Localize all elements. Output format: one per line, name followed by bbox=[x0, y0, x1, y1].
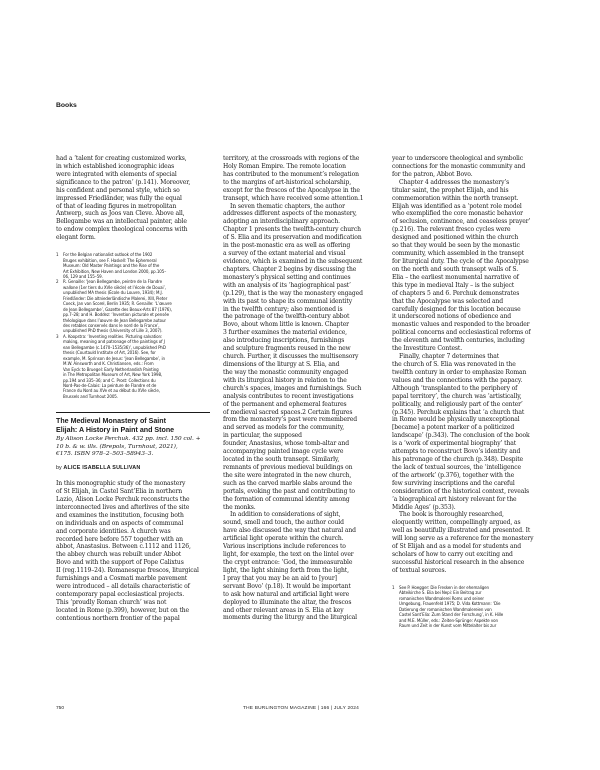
text-line: Chapter 4 addresses the monastery’s bbox=[399, 178, 510, 186]
text-line: in the post-monastic era as well as offering bbox=[223, 242, 351, 250]
footnote-number: 1 bbox=[392, 584, 395, 590]
text-line: his confident and personal style, which so bbox=[56, 186, 180, 194]
text-line: deployed to illuminate the altar, the frescos bbox=[223, 598, 352, 606]
text-line: connections for the monastic community and bbox=[392, 162, 526, 170]
text-line: of chapters 5 and 6. Perchuk demonstrates bbox=[392, 289, 520, 297]
line: €175. ISBN 978–2–503–58943–3. bbox=[56, 450, 154, 458]
text-line: Holy Roman Empire. The remote location bbox=[223, 162, 346, 170]
text-line: adopting an interdisciplinary approach. bbox=[223, 218, 340, 226]
footnote-text: For the Belgian nationalist outlook of the 1902 bbox=[63, 252, 153, 258]
running-footer: THE BURLINGTON MAGAZINE | 166 | JULY 2024 bbox=[243, 706, 359, 711]
text-line: and corporate identities. A church was bbox=[56, 527, 171, 535]
text-line: has contributed to the monument’s relegation bbox=[223, 170, 359, 178]
text-line: will long serve as a reference for the monastery bbox=[392, 535, 534, 543]
text-line: territory, at the crossroads with regions of the bbox=[223, 155, 360, 162]
text-line: to the margins of art-historical scholarship, bbox=[223, 178, 351, 186]
text-line: the patronage of the twelfth-century abbot bbox=[223, 313, 350, 321]
text-line: monastic values and responded to the broader bbox=[392, 321, 530, 329]
footnote-text: pp.194 and 335–36; and C. Prost: Collections du bbox=[63, 377, 156, 383]
text-line: and examines the institution, focusing both bbox=[56, 511, 184, 519]
text-line: sound, smell and touch, the author could bbox=[223, 519, 344, 527]
text-line: in particular, the supposed bbox=[223, 432, 302, 440]
text-line: In addition to considerations of sight, bbox=[230, 511, 341, 519]
text-line: evidence, which is examined in the subsequent bbox=[223, 257, 363, 265]
text-line: contentious northern frontier of the papal bbox=[56, 614, 180, 622]
text-line: located in the south transept. Similarly, bbox=[223, 456, 340, 464]
text-line: located in Rome (p.399), however, but on the bbox=[56, 606, 189, 614]
text-line: of the permanent and ephemeral features bbox=[223, 400, 347, 408]
footnote-text: Umgebung, Frauenfeld 1975; D. Vida Kottmann: ‘Die bbox=[399, 601, 501, 607]
text-line: transept, which have received some attention.1 bbox=[223, 194, 364, 202]
text-line: that the Apocalypse was selected and bbox=[392, 297, 504, 305]
footnote-text: wallone (1er tiers du XVIe siècle) et l’école de Douai’, bbox=[63, 284, 166, 290]
text-line: elegant form. bbox=[56, 234, 96, 242]
text-line: chapters. Chapter 2 begins by discussing the bbox=[223, 265, 357, 273]
text-line: artificial light operate within the church. bbox=[223, 535, 344, 543]
text-line: is a ‘work of experimental biography’ that bbox=[392, 440, 517, 448]
text-line: portals, evoking the past and contributing to bbox=[223, 487, 355, 495]
text-line: I pray that you may be an aid to [your] bbox=[223, 574, 337, 582]
footnote-text: making, meaning and patronage of the paintings of J bbox=[63, 339, 165, 345]
footnote-text: thesis (Courtauld Institute of Art, 2016). See, for bbox=[63, 350, 156, 356]
text-line: Elia – the earliest monumental narrative of bbox=[392, 273, 519, 281]
text-line: In this monographic study of the monastery bbox=[56, 480, 186, 488]
footnote-text: 06, 129 and 155–59. bbox=[63, 273, 103, 279]
text-line: impressed Friedländer, was fully the equal bbox=[56, 194, 182, 202]
text-line: consideration of the historical context, reveals bbox=[392, 487, 529, 495]
text-line: remnants of previous medieval buildings on bbox=[223, 463, 353, 471]
text-line: scholars of how to carry out exciting and bbox=[392, 551, 513, 559]
text-line: the eleventh and twelfth centuries, including bbox=[392, 337, 525, 345]
text-line: the church of S. Elia was renovated in the bbox=[392, 360, 516, 368]
text-line: Middle Ages’ (p.353). bbox=[392, 503, 456, 511]
footnote-text: Friedländer: Die altniederländische Malerei, XIII, Pieter bbox=[63, 295, 168, 301]
text-line: the crypt entrance: ‘God, the immeasurable bbox=[223, 559, 353, 567]
text-line: year to underscore theological and symbolic bbox=[392, 155, 523, 162]
footnote-text: ean Bellegambe (c.1470–1535/36)’, unpublished PhD bbox=[63, 344, 166, 350]
text-line: 3 further examines the material evidence, bbox=[223, 329, 347, 337]
line: The Medieval Monastery of Saint bbox=[56, 417, 166, 426]
text-line: his patronage of the church (p.348). Despite bbox=[392, 456, 524, 464]
text-line: Elijah was identified as a ‘potent role model bbox=[392, 202, 522, 210]
footnote-text: in The Metropolitan Museum of Art, New York 1998, bbox=[63, 372, 163, 378]
text-line: addresses different aspects of the monastery, bbox=[223, 210, 357, 218]
byline-prefix: by bbox=[56, 465, 62, 472]
text-line: of textual sources. bbox=[392, 566, 447, 574]
col1-paragraphs bbox=[56, 155, 210, 242]
text-line: Bovo, about whom little is known. Chapter bbox=[223, 321, 349, 329]
footnote-text: Bruges exhibition, see F. Haskell: The Ephemeral bbox=[63, 257, 157, 263]
text-line: from the monastery’s past were remembered bbox=[223, 416, 357, 424]
text-line: attempts to reconstruct Bovo’s identity and bbox=[392, 448, 521, 456]
text-line: of St Elijah, in Castel Sant’Elia in northern bbox=[56, 488, 183, 495]
col3-footnotes bbox=[392, 585, 546, 629]
page-number: 750 bbox=[56, 706, 65, 711]
footnote-text: unpublished PhD thesis (University of Lille 3, 2007). bbox=[63, 328, 163, 334]
text-line: of seclusion, continence, and ceaseless prayer’ bbox=[392, 218, 531, 226]
text-line: (p.216). The relevant fresco cycles were bbox=[392, 226, 511, 234]
text-line: recorded here before 557 together with an bbox=[56, 535, 183, 543]
footnote-line bbox=[56, 394, 210, 399]
text-line: well as beautifully illustrated and presented. It bbox=[392, 527, 531, 535]
footnote-text: Brussels and Turnhout 2005. bbox=[63, 393, 118, 399]
text-line: (p.345). Perchuk explains that ‘a church that bbox=[392, 408, 525, 416]
text-line: the monks. bbox=[223, 503, 256, 511]
text-line: the Investiture Contest. bbox=[392, 345, 463, 353]
line: Elijah: A History in Paint and Stone bbox=[56, 425, 175, 434]
text-line: the site were integrated in the new church, bbox=[223, 471, 352, 479]
footnote-line bbox=[392, 623, 546, 628]
text-line: with an analysis of its ‘hagiographical past’ bbox=[223, 281, 351, 289]
text-line: in the twelfth century; also mentioned is bbox=[223, 305, 343, 313]
footnote-number: 3 bbox=[56, 333, 59, 339]
text-line: of the artwork’ (p.376), together with the bbox=[392, 471, 515, 479]
text-line: church’s spaces, images and furnishings. Such bbox=[223, 384, 362, 392]
text-line: papal territory’, the church was ‘artistically, bbox=[392, 392, 522, 400]
footnote-text: de Jean Bellegambe’, Gazette des Beaux-Arts 87 (1976), bbox=[63, 306, 172, 312]
text-line: a survey of the extant material and visual bbox=[223, 250, 346, 258]
text-line: Although ‘transplanted to the periphery of bbox=[392, 384, 518, 392]
text-line: on individuals and on aspects of communal bbox=[56, 519, 184, 527]
section-heading: Books bbox=[56, 102, 77, 109]
text-line: This ‘proudly Roman church’ was not bbox=[56, 598, 167, 606]
text-line: the lack of textual sources, the ‘intelligence bbox=[392, 463, 521, 471]
text-line: ‘a biographical art history relevant for the bbox=[392, 495, 517, 503]
footnote-text: pp.7–28; and H. Boddez: ‘Invention picturale et pensée bbox=[63, 312, 170, 318]
text-line: were integrated with elements of special bbox=[56, 170, 177, 178]
text-line: significance to the patron’ (p.141). Moreover, bbox=[56, 178, 191, 186]
text-line: church. Further, it discusses the multisensory bbox=[223, 353, 359, 361]
review-body bbox=[56, 480, 210, 623]
col1-footnotes bbox=[56, 252, 210, 399]
footnote-text: Coeck, Jan van Scorel, Berlin 1935; R. Genaille: ‘L’œuvre bbox=[63, 301, 172, 307]
text-line: dimensions of the liturgy at S. Elia, and bbox=[223, 360, 340, 368]
footnote-text: unpublished MA thesis (École du Louvre, 1934); M.J. bbox=[63, 290, 163, 296]
text-line: founder, Anastasius, whose tomb-altar and bbox=[223, 440, 349, 448]
column-3 bbox=[392, 155, 546, 628]
text-line: and other relevant areas in S. Elia at key bbox=[223, 606, 344, 614]
text-line: also introducing inscriptions, furnishings bbox=[223, 337, 345, 345]
text-line: with its past to shape its communal identity bbox=[223, 297, 352, 305]
text-line: the way the monastic community engaged bbox=[223, 368, 349, 376]
text-line: so that they would be seen by the monastic bbox=[392, 242, 520, 250]
text-line: in which established iconographic ideas bbox=[56, 162, 175, 170]
text-line: designed and positioned within the church bbox=[392, 234, 519, 242]
line: 10 b. & w. ills. (Brepols, Turnhout, 2021), bbox=[56, 442, 178, 450]
text-line: of S. Elia and its preservation and modification bbox=[223, 234, 362, 242]
text-line: titular saint, the prophet Elijah, and his bbox=[392, 186, 509, 194]
text-line: monastery’s physical setting and continues bbox=[223, 273, 351, 281]
footnote-number: 2 bbox=[56, 279, 59, 285]
text-line: such as the carved marble slabs around the bbox=[223, 479, 352, 487]
text-line: Finally, chapter 7 determines that bbox=[399, 353, 500, 361]
review-divider bbox=[56, 412, 210, 413]
text-line: for the patron, Abbot Bovo. bbox=[392, 170, 473, 178]
text-line: in Rome would be physically unexceptional bbox=[392, 416, 520, 424]
text-line: of medieval sacred spaces.2 Certain figures bbox=[223, 408, 353, 416]
footnote-text: M.W. Ainsworth and K. Christiansen, eds.: From bbox=[63, 361, 154, 367]
footnote-text: France du Nord au XVe et au début du XVIe siècle, bbox=[63, 388, 160, 394]
column-1 bbox=[56, 155, 210, 623]
text-line: II (reg.1119–24). Romanesque frescos, liturgical bbox=[56, 567, 199, 575]
review-publication-details bbox=[56, 435, 210, 458]
text-line: Lazio, Alison Locke Perchuk reconstructs the bbox=[56, 495, 190, 503]
text-line: politically, and religiously part of the center’ bbox=[392, 400, 523, 408]
text-line: who exemplified the core monastic behavior bbox=[392, 210, 523, 218]
text-line: light, the light shining forth from the light, bbox=[223, 566, 349, 574]
text-line: carefully designed for this location because bbox=[392, 305, 521, 313]
text-line: for liturgical duty. The cycle of the Apocalypse bbox=[392, 257, 529, 265]
footnote-text: Nord-Pas-de-Calais: La peinture de Flandre et de bbox=[63, 383, 157, 389]
footnote-text: romanischen Wandmalerei Roms und seiner bbox=[399, 595, 484, 601]
text-line: In seven thematic chapters, the author bbox=[230, 202, 345, 210]
text-line: furnishings and a Cosmati marble pavement bbox=[56, 575, 188, 583]
footnote-text: théologique dans l’œuvre de Jean Bellegambe autour bbox=[63, 317, 166, 323]
footnote-text: and M.E. Müller, eds.: Zeiten-Sprünge: Aspekte von bbox=[399, 617, 498, 623]
text-line: community, which assembled in the transept bbox=[392, 250, 524, 258]
footnote-text: R. Genaille: ‘Jean Bellegambe, peintre de la Flandre bbox=[63, 279, 163, 285]
text-line: Various inscriptions include references to bbox=[223, 543, 346, 551]
col3-paragraphs bbox=[392, 155, 546, 575]
text-line: and sculpture fragments reused in the new bbox=[223, 345, 351, 353]
footnote-text: Van Eyck to Bruegel: Early Netherlandish Painting bbox=[63, 366, 159, 372]
text-line: commemoration within the north transept. bbox=[392, 194, 519, 202]
text-line: light, for example, the text on the lintel over bbox=[223, 551, 354, 559]
footnote-text: Abteikirche S. Elia bei Nepi: Ein Beitrag zur bbox=[399, 590, 482, 596]
text-line: this type in medieval Italy – is the subject bbox=[392, 281, 515, 289]
text-line: eloquently written, compellingly argued, as bbox=[392, 519, 521, 527]
footnote-text: See P. Hoegger: Die Fresken in der ehemaligen bbox=[399, 584, 489, 590]
text-line: Antwerp, such as Joos van Cleve. Above all, bbox=[56, 210, 185, 218]
review-byline bbox=[56, 465, 210, 471]
footnote-text: Datierung der romanischen Wandmalereien von bbox=[399, 606, 492, 612]
text-line: on the north and south transept walls of S. bbox=[392, 265, 519, 273]
text-line: abbot, Anastasius. Between c.1112 and 1126, bbox=[56, 543, 191, 551]
text-line: Chapter 1 presents the twelfth-century church bbox=[223, 226, 361, 234]
text-line: have also discussed the way that natural and bbox=[223, 527, 356, 535]
footnote-text: example, M. Sprinson de Jesus: ‘Jean Bellegambe’, in bbox=[63, 355, 165, 361]
text-line: analysis contributes to recent investigations bbox=[223, 392, 354, 400]
footnote-text: Castel Sant’Elia: Zum Stand der Forschung’, in K. Hille bbox=[399, 612, 504, 618]
footnote-text: Art Exhibition, New Haven and London 2000, pp.105– bbox=[63, 268, 167, 274]
text-line: the abbey church was rebuilt under Abbot bbox=[56, 551, 182, 559]
text-line: with its liturgical history in relation to the bbox=[223, 376, 347, 384]
text-line: of St Elijah and as a model for students and bbox=[392, 543, 522, 551]
review-title bbox=[56, 417, 210, 434]
text-line: had a ‘talent for creating customized works, bbox=[56, 155, 187, 162]
footnote-text: Raum und Zeit in der Kunst vom Mittelalter bis zur bbox=[399, 623, 497, 629]
text-line: successful historical research in the absence bbox=[392, 559, 525, 567]
text-line: Bovo and with the support of Pope Calixtus bbox=[56, 559, 184, 567]
text-line: moments during the liturgy and the liturgical bbox=[223, 614, 357, 622]
text-line: Bellegambe was an intellectual painter, able bbox=[56, 218, 187, 226]
col2-paragraphs bbox=[223, 155, 377, 622]
text-line: values and the connections with the papacy. bbox=[392, 376, 523, 384]
line: By Alison Locke Perchuk. 432 pp. incl. 150 col. + bbox=[56, 434, 201, 442]
text-line: [became] a potent marker of a politicized bbox=[392, 424, 515, 432]
text-line: to endow complex theological concerns with bbox=[56, 226, 188, 234]
text-line: few surviving inscriptions and the careful bbox=[392, 479, 515, 487]
footnote-number: 1 bbox=[56, 252, 59, 258]
text-line: and served as models for the community, bbox=[223, 424, 345, 432]
footnote-text: Museum: Old Master Paintings and the Rise of the bbox=[63, 263, 160, 269]
text-line: it underscored notions of obedience and bbox=[392, 313, 512, 321]
text-line: The book is thoroughly researched, bbox=[399, 511, 504, 519]
text-line: of that of leading figures in metropolitan bbox=[56, 202, 177, 210]
text-line: to ask how natural and artificial light were bbox=[223, 590, 350, 598]
text-line: contemporary papal ecclesiastical projects. bbox=[56, 590, 185, 598]
text-line: were introduced – all details characteristic of bbox=[56, 583, 190, 591]
text-line: accompanying painted image cycle were bbox=[223, 448, 344, 456]
reviewer-name: ALICE ISABELLA SULLIVAN bbox=[63, 465, 141, 472]
footnote-text: des retables conservés dans le nord de la France’, bbox=[63, 323, 160, 329]
text-line: (p.129), that is the way the monastery engaged bbox=[223, 289, 363, 297]
text-line: except for the frescos of the Apocalypse in the bbox=[223, 186, 360, 194]
footnote-text: A. Koopstra: ‘Inventing realities. Picturing salvation: bbox=[63, 333, 163, 339]
text-line: servant Bovo’ (p.18). It would be important bbox=[223, 582, 351, 590]
text-line: interconnected lives and afterlives of the site bbox=[56, 503, 190, 511]
column-2 bbox=[223, 155, 377, 622]
text-line: landscape’ (p.343). The conclusion of the book bbox=[392, 432, 530, 440]
text-line: twelfth century in order to emphasize Roman bbox=[392, 368, 527, 376]
text-line: the formation of communal identity among bbox=[223, 495, 350, 503]
text-line: political concerns and ecclesiastical reforms of bbox=[392, 329, 531, 337]
